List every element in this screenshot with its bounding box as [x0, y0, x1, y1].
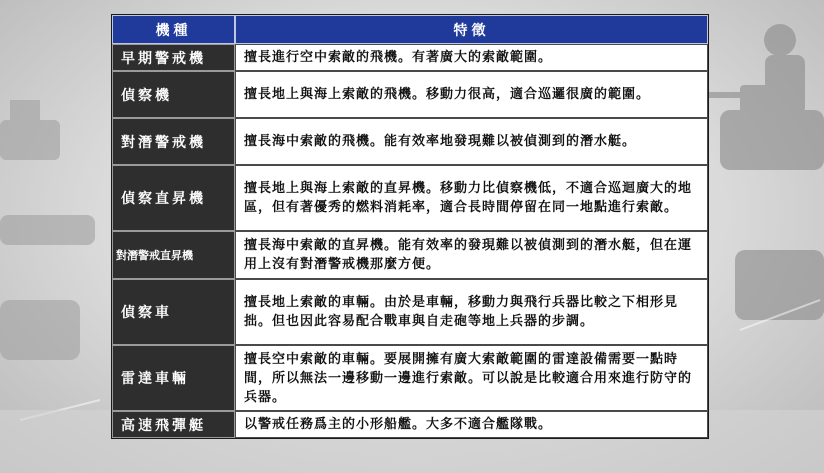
unit-kind-cell: 偵察機	[112, 71, 235, 118]
table-row	[112, 44, 708, 71]
unit-kind-cell: 雷達車輛	[112, 345, 235, 411]
unit-spec-table	[111, 14, 709, 439]
table-row	[112, 231, 708, 279]
table-row	[112, 165, 708, 231]
column-header-kind: 機種	[112, 15, 235, 44]
unit-kind-cell: 早期警戒機	[112, 44, 235, 71]
unit-feature-cell: 擅長地上索敵的車輛。由於是車輛，移動力與飛行兵器比較之下相形見拙。但也因此容易配合戰車與自走砲等地上兵器的步調。	[235, 279, 708, 345]
unit-kind-cell: 偵察車	[112, 279, 235, 345]
table-row	[112, 345, 708, 411]
unit-feature-cell: 擅長進行空中索敵的飛機。有著廣大的索敵範圍。	[235, 44, 708, 71]
unit-kind-cell: 對潛警戒直昇機	[112, 231, 235, 279]
table-row	[112, 411, 708, 438]
unit-feature-cell: 擅長海中索敵的直昇機。能有效率的發現難以被偵測到的潛水艇，但在運用上沒有對潛警戒機那麼方便。	[235, 231, 708, 279]
unit-kind-cell: 高速飛彈艇	[112, 411, 235, 438]
column-header-feature: 特徵	[235, 15, 708, 44]
unit-feature-cell: 擅長地上與海上索敵的飛機。移動力很高，適合巡邏很廣的範圍。	[235, 71, 708, 118]
table-row	[112, 71, 708, 118]
unit-feature-cell: 擅長海中索敵的飛機。能有效率地發現難以被偵測到的潛水艇。	[235, 118, 708, 165]
unit-kind-cell: 偵察直昇機	[112, 165, 235, 231]
unit-kind-cell: 對潛警戒機	[112, 118, 235, 165]
table-row	[112, 279, 708, 345]
unit-feature-cell: 擅長空中索敵的車輛。要展開擁有廣大索敵範圍的雷達設備需要一點時間，所以無法一邊移動一邊進行索敵。可以說是比較適合用來進行防守的兵器。	[235, 345, 708, 411]
unit-feature-cell: 擅長地上與海上索敵的直昇機。移動力比偵察機低，不適合巡迴廣大的地區，但有著優秀的燃料消耗率，適合長時間停留在同一地點進行索敵。	[235, 165, 708, 231]
table-row	[112, 118, 708, 165]
unit-feature-cell: 以警戒任務爲主的小形船艦。大多不適合艦隊戰。	[235, 411, 708, 438]
table-header-row	[112, 15, 708, 44]
